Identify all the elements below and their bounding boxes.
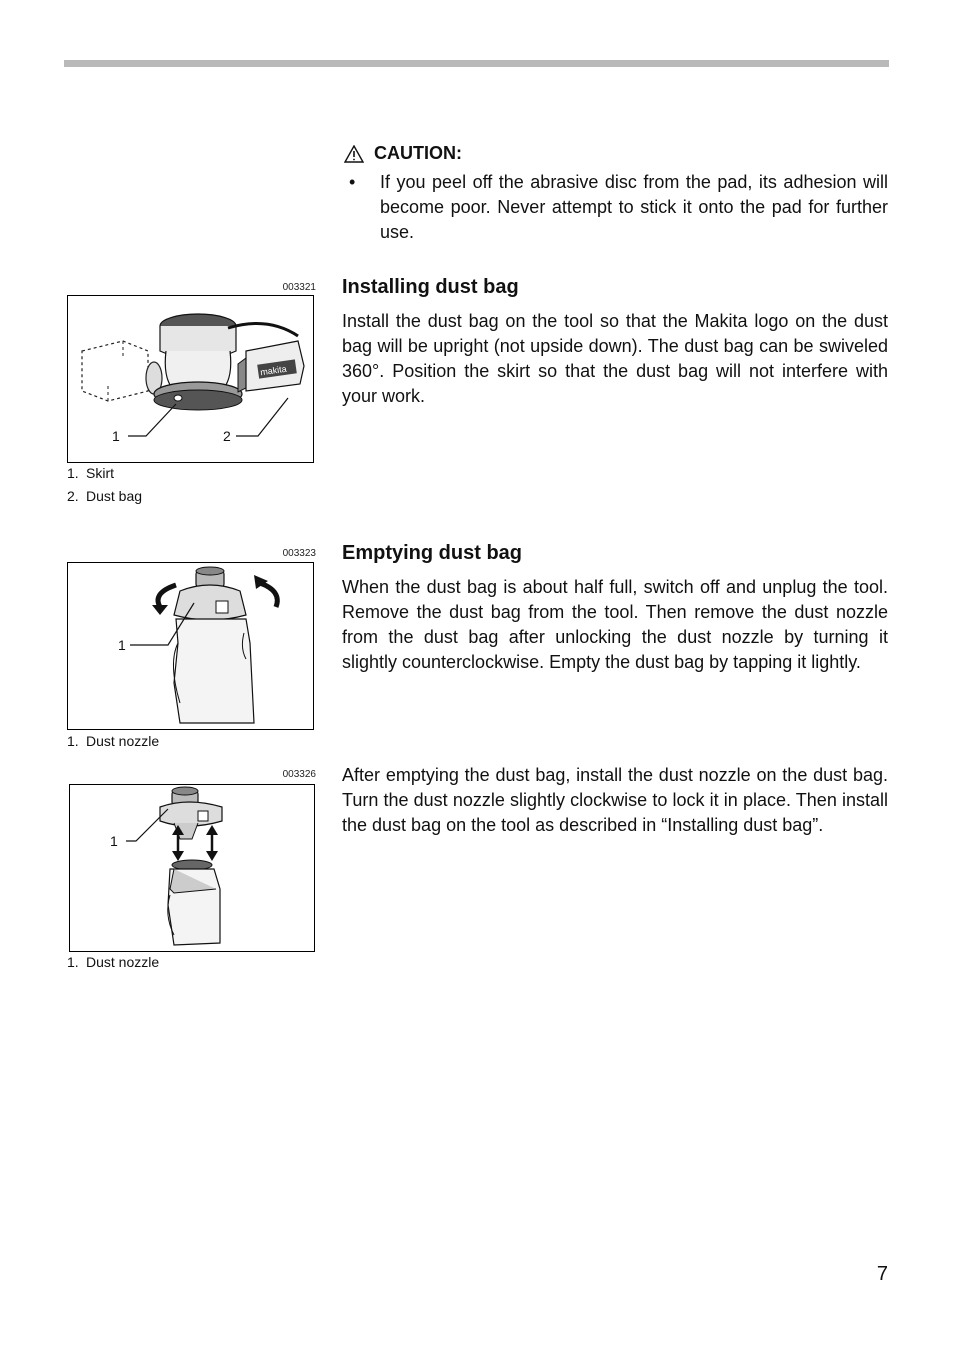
callout-1: 1 <box>112 428 120 444</box>
figure-code: 003323 <box>282 548 316 559</box>
section-body-reinstall: After emptying the dust bag, install the dust nozzle on the dust bag. Turn the dust nozzle slightly clockwise to lock it in place. Then install the dust bag on the tool as described in “Installing dust bag”. <box>342 765 888 835</box>
figure-caption <box>67 730 159 753</box>
section-body-installing: Install the dust bag on the tool so that the Makita logo on the dust bag will be upright (not upside down). The dust bag can be swiveled 360°. Position the skirt so that the dust bag will not interfere with your work. <box>342 311 888 406</box>
figure-code: 003326 <box>282 769 316 780</box>
figure-dust-nozzle-install <box>69 784 315 952</box>
figure-sander-dust-bag <box>67 295 314 463</box>
makita-logo: makita <box>259 363 288 378</box>
section-heading-emptying: Emptying dust bag <box>342 542 522 564</box>
caption-item: 1. Skirt <box>67 465 114 481</box>
caution-bullet: • <box>349 172 356 192</box>
header-rule <box>64 60 889 67</box>
caution-title: CAUTION: <box>374 143 462 163</box>
callout-2: 2 <box>223 428 231 444</box>
figure-caption <box>67 951 159 974</box>
caption-item: 1. Dust nozzle <box>67 733 160 749</box>
section-body-emptying: When the dust bag is about half full, switch off and unplug the tool. Remove the dust bag from the tool. Then remove the dust nozzle from the dust bag after unlocking the dust nozzle by turning it slightly counterclockwise. Empty the dust bag by tapping it lightly. <box>342 577 888 672</box>
figure-dust-nozzle-remove <box>67 562 314 730</box>
figure-code: 003321 <box>282 282 316 293</box>
warning-triangle-icon <box>344 145 364 163</box>
caution-heading <box>344 143 462 164</box>
callout-1: 1 <box>118 637 126 653</box>
figure-caption <box>67 462 142 508</box>
caption-item: 2. Dust bag <box>67 488 143 504</box>
callout-1: 1 <box>110 833 118 849</box>
page-number: 7 <box>876 1263 888 1285</box>
section-heading-installing: Installing dust bag <box>342 276 519 298</box>
caution-text: If you peel off the abrasive disc from the pad, its adhesion will become poor. Never attempt to stick it onto the pad for further use. <box>380 172 888 242</box>
caption-item: 1. Dust nozzle <box>67 954 160 970</box>
